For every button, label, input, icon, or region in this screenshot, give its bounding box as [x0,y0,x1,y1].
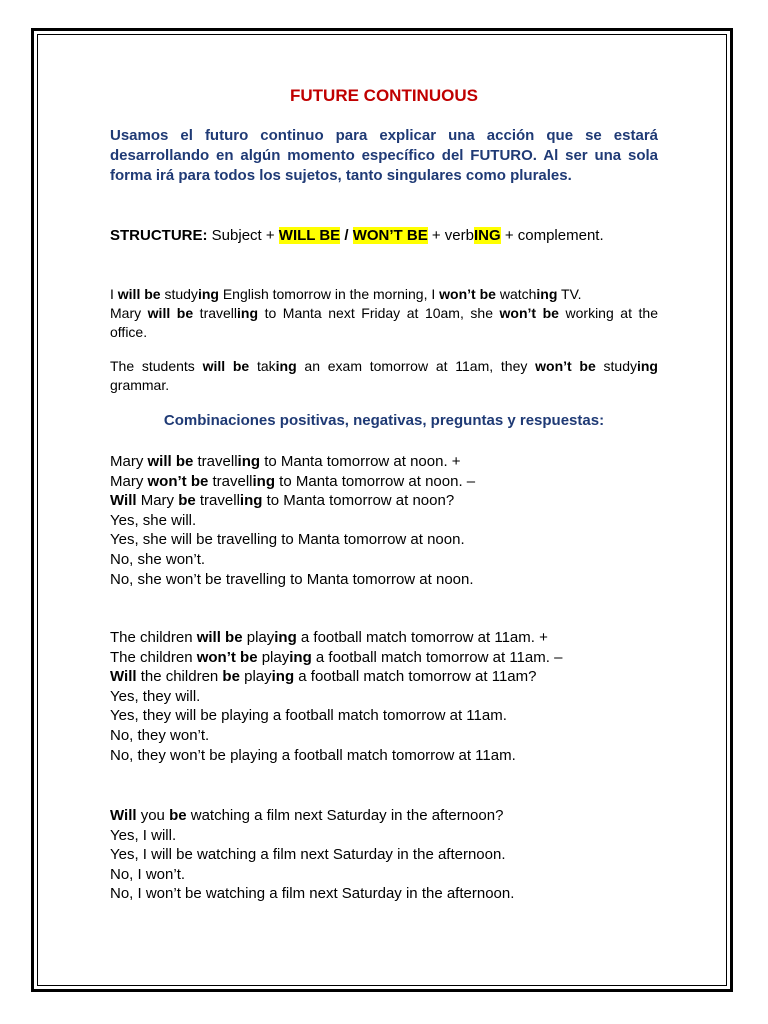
emphasis-text: will be [147,305,194,321]
sentence-text: play [257,648,290,666]
sentence-line [110,687,658,707]
sentence-line [110,746,658,766]
sentence-line [110,511,658,531]
sentence-text: study [595,358,637,374]
structure-slash: / [340,227,353,244]
sentence-text: Yes, they will be playing a football match tomorrow at 11am. [110,707,507,725]
sentence-line [110,628,658,648]
sentence-text: the children [136,668,223,686]
sentence-text: I [110,286,118,302]
sentence-line [110,648,658,668]
sentence-line [110,452,658,472]
sentence-text: travell [193,305,238,321]
combination-block-mary [110,452,658,589]
wont-be-highlight: WON’T BE [352,227,428,244]
sentence-line [110,667,658,687]
emphasis-text: Will [110,492,137,510]
emphasis-text: won’t be [196,648,258,666]
emphasis-text: ing [252,472,276,490]
sentence-line [110,550,658,570]
will-be-highlight: WILL BE [278,227,341,244]
emphasis-text: Will [110,668,137,686]
sentence-text: a football match tomorrow at 11am? [294,668,537,686]
structure-rest: + complement. [500,227,604,244]
sentence-text: a football match tomorrow at 11am. + [296,629,548,646]
emphasis-text: be [222,668,240,686]
emphasis-text: ing [536,286,558,302]
sentence-text: an exam tomorrow at 11am, they [296,358,536,374]
sentence-text: watch [495,286,537,302]
sentence-text: travell [208,472,253,490]
structure-subject: Subject + [207,227,279,244]
sentence-line [110,884,658,904]
emphasis-text: be [178,492,196,510]
emphasis-text: ing [237,453,261,470]
sentence-line [110,726,658,746]
sentence-text: watching a film next Saturday in the afternoon? [186,807,504,824]
sentence-text: The students [110,358,203,374]
sentence-text: Mary [110,453,148,470]
sentence-line [110,845,658,865]
emphasis-text: won’t be [147,472,209,490]
sentence-line [110,806,658,826]
emphasis-text: ing [271,668,295,686]
emphasis-text: Will [110,807,137,824]
sentence-text: a football match tomorrow at 11am. – [311,648,563,666]
section-subheading: Combinaciones positivas, negativas, preguntas y respuestas: [163,412,605,429]
emphasis-text: will be [147,453,194,470]
structure-verb: + verb [427,227,474,244]
sentence-text: No, she won’t. [110,550,206,568]
sentence-text: TV. [557,286,582,302]
sentence-text: travell [195,492,240,510]
intro-paragraph: Usamos el futuro continuo para explicar una acción que se estará desarrollando en algún momento específico del FUTURO. Al ser una sola forma irá para todos los sujetos, tanto singulares como plurales. [110,127,658,184]
sentence-line [110,570,658,590]
sentence-text: you [136,807,170,824]
sentence-text: play [242,629,275,646]
sentence-line [110,865,658,885]
emphasis-text: ing [239,492,263,510]
structure-label: STRUCTURE: [110,227,208,244]
emphasis-text: ing [636,358,658,374]
sentence-line [110,706,658,726]
sentence-text: travell [193,453,238,470]
sentence-text: No, she won’t be travelling to Manta tomorrow at noon. [110,570,474,588]
sentence-text: English tomorrow in the morning, I [218,286,440,302]
sentence-text: No, I won’t be watching a film next Saturday in the afternoon. [110,885,515,903]
emphasis-text: ing [289,648,312,666]
emphasis-text: will be [202,358,250,374]
example-sentence-3 [110,357,658,395]
sentence-line [110,530,658,550]
sentence-text: No, they won’t. [110,726,210,744]
emphasis-text: will be [117,286,161,302]
sentence-text: to Manta tomorrow at noon? [262,492,455,510]
sentence-text: Yes, I will be watching a film next Saturday in the afternoon. [110,846,506,864]
combination-block-children [110,628,658,765]
emphasis-text: won’t be [499,305,559,321]
emphasis-text: won’t be [439,286,496,302]
sentence-text: grammar. [110,377,170,393]
structure-rule [110,226,658,246]
sentence-text: The children [110,629,197,646]
emphasis-text: ing [237,305,259,321]
emphasis-text: ing [274,629,297,646]
emphasis-text: ing [197,286,219,302]
sentence-text: Mary [110,472,148,490]
emphasis-text: will be [196,629,243,646]
sentence-line [110,826,658,846]
sentence-text: Yes, I will. [110,826,177,844]
page-title: FUTURE CONTINUOUS [290,86,478,105]
combination-block-you [110,806,658,904]
emphasis-text: be [169,807,187,824]
emphasis-text: won’t be [535,358,596,374]
sentence-text: tak [249,358,276,374]
sentence-text: Mary [136,492,179,510]
sentence-text: Mary [110,305,148,321]
sentence-text: working at the office. [110,305,658,340]
sentence-text: No, they won’t be playing a football match tomorrow at 11am. [110,746,516,764]
sentence-text: Yes, they will. [110,687,201,705]
emphasis-text: ing [275,358,297,374]
sentence-text: The children [110,648,197,666]
sentence-text: study [160,286,198,302]
sentence-text: play [239,668,272,686]
sentence-text: to Manta next Friday at 10am, she [258,305,500,321]
sentence-text: to Manta tomorrow at noon. + [260,453,461,470]
sentence-line [110,472,658,492]
sentence-text: No, I won’t. [110,865,186,883]
example-sentence-1 [110,285,658,304]
ing-highlight: ING [473,227,501,244]
sentence-text: Yes, she will be travelling to Manta tomorrow at noon. [110,531,465,549]
sentence-line [110,491,658,511]
example-sentence-2 [110,304,658,342]
sentence-text: to Manta tomorrow at noon. – [275,472,476,490]
sentence-text: Yes, she will. [110,511,197,529]
